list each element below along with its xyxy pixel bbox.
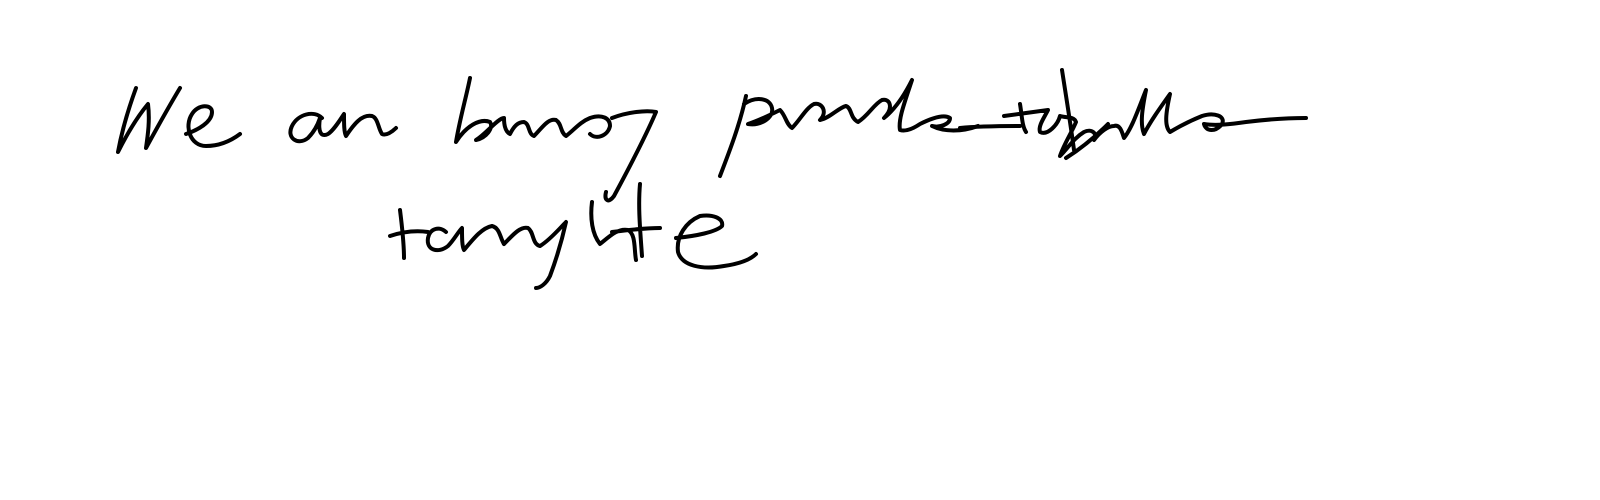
joining-stroke bbox=[960, 126, 1020, 128]
word-we-e bbox=[186, 106, 240, 146]
word-can bbox=[290, 114, 396, 141]
word-tonight-ht bbox=[591, 184, 660, 260]
word-bring bbox=[456, 78, 610, 142]
word-we bbox=[118, 88, 180, 152]
word-together bbox=[1004, 90, 1306, 156]
word-tonight-t bbox=[390, 210, 428, 258]
word-bring-g bbox=[605, 111, 656, 200]
word-tonight-ig bbox=[504, 222, 566, 288]
handwriting-line-2 bbox=[390, 184, 756, 288]
word-tonight-e bbox=[676, 215, 756, 267]
handwriting-line-1 bbox=[118, 70, 1306, 200]
word-tonight-on bbox=[428, 226, 504, 250]
word-people bbox=[720, 80, 978, 176]
